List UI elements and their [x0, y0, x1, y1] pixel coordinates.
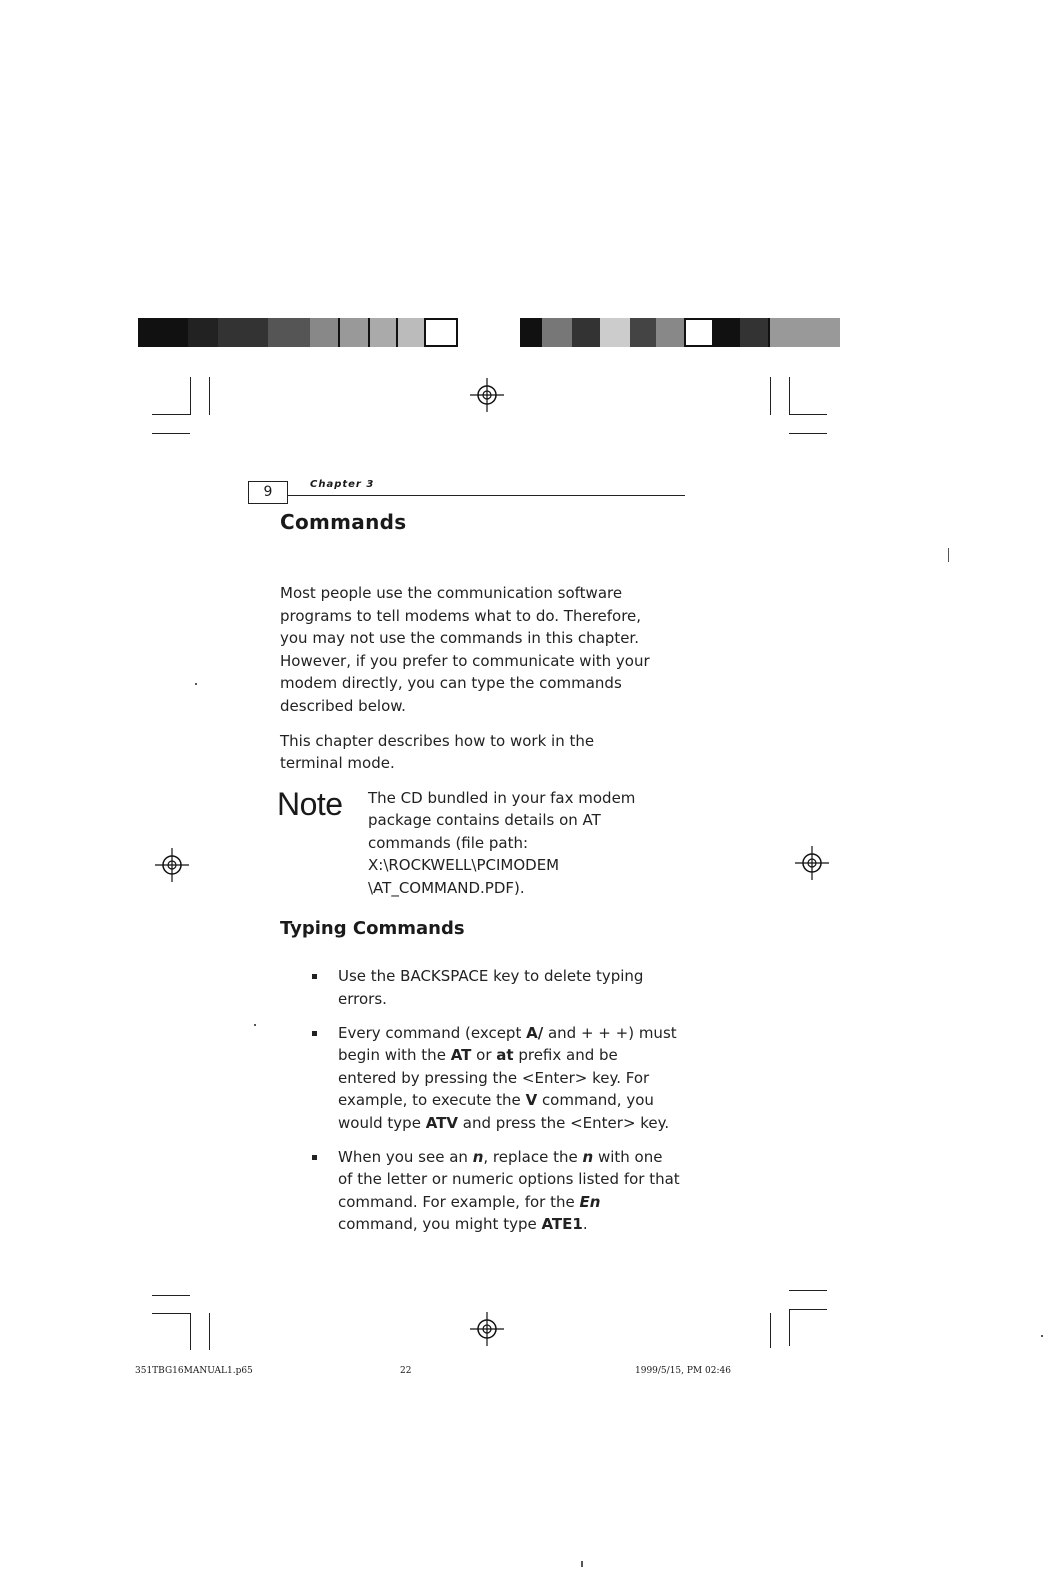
registration-mark-right-icon	[795, 846, 829, 880]
chapter-label: Chapter 3	[310, 479, 375, 490]
bullet-line: errors.	[338, 990, 387, 1008]
scan-speck	[195, 683, 197, 685]
bullet-icon	[312, 1031, 317, 1036]
footer-datetime: 1999/5/15, PM 02:46	[635, 1366, 731, 1376]
bullet-line: command, you might type ATE1.	[338, 1215, 588, 1233]
footer-filename: 351TBG16MANUAL1.p65	[135, 1366, 253, 1376]
note-line: package contains details on AT	[368, 811, 601, 829]
bullet-icon	[312, 974, 317, 979]
intro-line: described below.	[280, 697, 406, 715]
section-heading: Typing Commands	[280, 918, 465, 939]
intro-line: Most people use the communication software	[280, 584, 623, 602]
bullet-line: entered by pressing the <Enter> key. For	[338, 1069, 650, 1087]
bullet-line: Every command (except A/ and + + +) must	[338, 1024, 677, 1042]
scan-speck	[1041, 1335, 1043, 1337]
footer-page-number: 22	[400, 1366, 412, 1376]
page-title: Commands	[280, 510, 407, 534]
scan-speck	[254, 1024, 256, 1026]
chapter-number-box: 9	[248, 481, 288, 504]
bullet-line: command. For example, for the En	[338, 1193, 601, 1211]
intro-line: modem directly, you can type the commands	[280, 674, 622, 692]
note-line: commands (file path:	[368, 834, 529, 852]
intro-line: programs to tell modems what to do. Therefore,	[280, 607, 642, 625]
note-label: Note	[277, 786, 343, 822]
bullet-line: would type ATV and press the <Enter> key.	[338, 1114, 670, 1132]
registration-mark-bottom-icon	[470, 1312, 504, 1346]
bullet-line: Use the BACKSPACE key to delete typing	[338, 967, 644, 985]
scan-speck	[948, 548, 949, 562]
note-line: The CD bundled in your fax modem	[368, 789, 636, 807]
bullet-line: When you see an n, replace the n with one	[338, 1148, 663, 1166]
bullet-line: begin with the AT or at prefix and be	[338, 1046, 618, 1064]
terminal-line: This chapter describes how to work in the	[280, 732, 595, 750]
color-bar-left	[138, 318, 458, 347]
note-line: X:\ROCKWELL\PCIMODEM	[368, 856, 560, 874]
intro-line: However, if you prefer to communicate with your	[280, 652, 650, 670]
bullet-line: example, to execute the V command, you	[338, 1091, 654, 1109]
color-bar-right	[520, 318, 840, 347]
bullet-line: of the letter or numeric options listed for that	[338, 1170, 680, 1188]
registration-mark-left-icon	[155, 848, 189, 882]
terminal-line: terminal mode.	[280, 754, 395, 772]
note-line: \AT_COMMAND.PDF).	[368, 879, 525, 897]
registration-mark-top-icon	[470, 378, 504, 412]
bullet-icon	[312, 1155, 317, 1160]
chapter-rule	[288, 495, 685, 496]
scan-speck	[581, 1561, 583, 1567]
intro-line: you may not use the commands in this chapter.	[280, 629, 639, 647]
